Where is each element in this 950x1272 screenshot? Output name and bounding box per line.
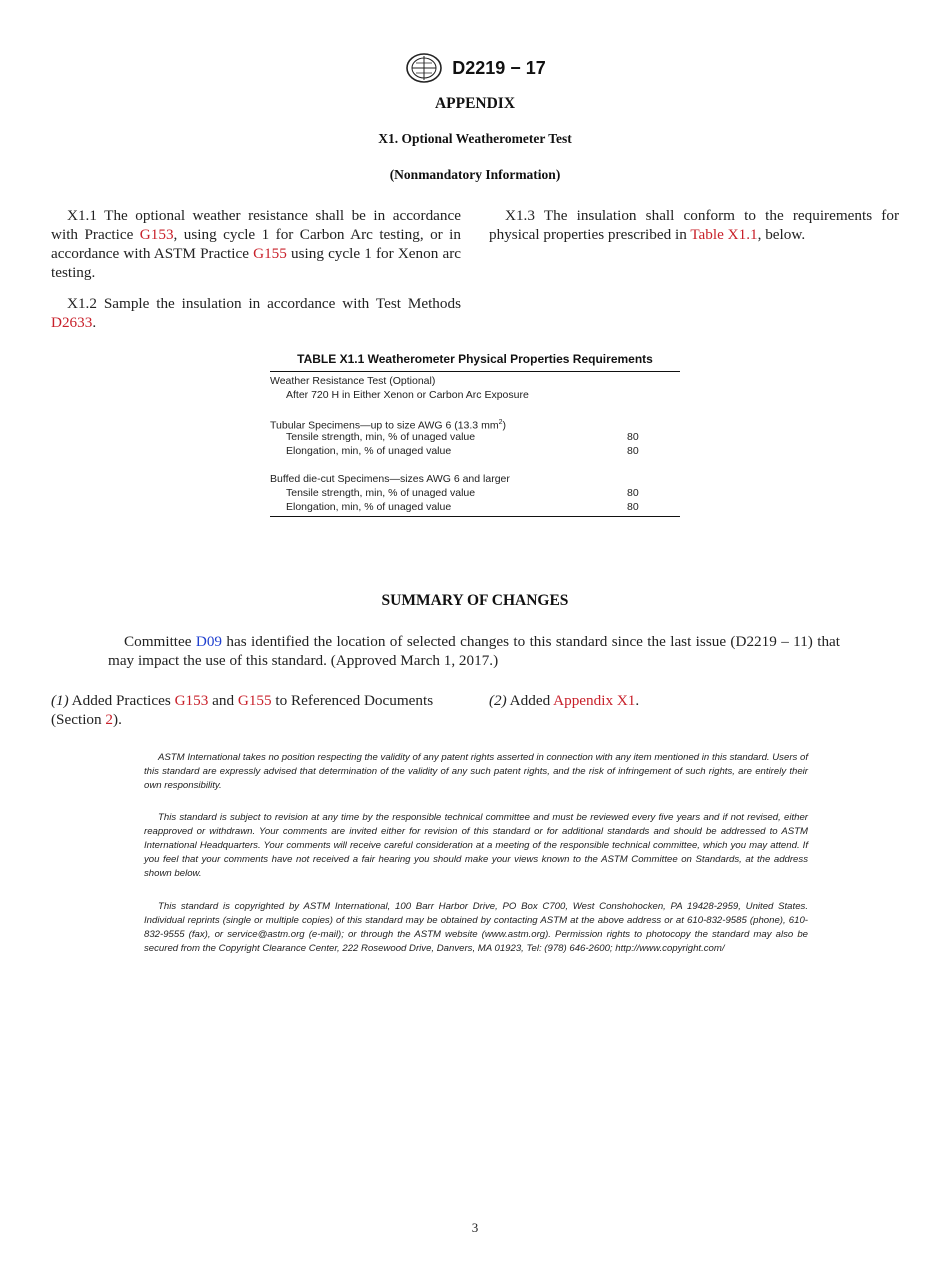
copyright-notice: This standard is copyrighted by ASTM International, 100 Barr Harbor Drive, PO Box C700, West Conshohocken, PA 19428-2959, United States. Individual reprints (single or multiple copies) of this standard may be obtained by contacting ASTM at the above address or at 610-832-9585 (phone), 610-832-9555 (fax), or service@astm.org (e-mail); or through the ASTM website (www.astm.org). Permission rights to photocopy the standard may also be secured from the Copyright Clearance Center, 222 Rosewood Drive, Danvers, MA 01923, Tel: (978) 646-2600; http://www.copyright.com/ <box>144 901 808 954</box>
table-cell-value: 80 <box>627 431 639 443</box>
revision-notice: This standard is subject to revision at any time by the responsible technical committee and must be reviewed every five years and if not revised, either reapproved or withdrawn. Your comments are invited either for revision of this standard or for additional standards and should be addressed to ASTM International Headquarters. Your comments will receive careful consideration at a meeting of the responsible technical committee, which you may attend. If you feel that your comments have not received a fair hearing you should make your views known to the ASTM Committee on Standards, at the address shown below. <box>144 812 808 879</box>
left-column <box>51 206 461 344</box>
table-group-label: Tubular Specimens—up to size AWG 6 (13.3 $mm^2$) <box>270 419 506 432</box>
table-cell-value: 80 <box>627 501 639 513</box>
table-cell-label: Elongation, min, % of unaged value <box>286 445 452 457</box>
paragraph-x1-2: X1.2 Sample the insulation in accordance with Test Methods D2633. <box>51 295 461 331</box>
summary-title: SUMMARY OF CHANGES <box>381 592 569 609</box>
table-title: TABLE X1.1 Weatherometer Physical Properties Requirements <box>270 352 680 372</box>
table-row <box>270 430 680 444</box>
table-cell-label: Tensile strength, min, % of unaged value <box>286 431 476 443</box>
appendix-section-title: X1. Optional Weatherometer Test <box>378 131 572 146</box>
link-g155[interactable]: G155 <box>237 692 272 709</box>
table-row <box>270 500 680 514</box>
table-cell-label: Elongation, min, % of unaged value <box>286 501 452 513</box>
table-group-label: Buffed die-cut Specimens—sizes AWG 6 and larger <box>270 473 510 485</box>
link-g153[interactable]: G153 <box>139 226 174 243</box>
patent-notice: ASTM International takes no position respecting the validity of any patent rights asserted in connection with any item mentioned in this standard. Users of this standard are expressly advised that determination of the validity of any such patent rights, and the risk of infringement of such rights, are entirely their own responsibility. <box>144 752 808 791</box>
paragraph-x1-3: X1.3 The insulation shall conform to the requirements for physical properties prescribed in Table X1.1, below. <box>489 207 899 243</box>
table-group-sublabel: After 720 H in Either Xenon or Carbon Arc Exposure <box>286 389 529 401</box>
link-section-2[interactable]: 2 <box>105 711 114 728</box>
table-row <box>270 444 680 458</box>
table-cell-label: Tensile strength, min, % of unaged value <box>286 487 476 499</box>
change-item-1: (1) Added Practices G153 and G155 to Referenced Documents (Section 2). <box>51 692 434 728</box>
appendix-subtitle: (Nonmandatory Information) <box>389 167 561 182</box>
link-d2633[interactable]: D2633 <box>51 314 93 331</box>
change-item-2: (2) Added Appendix X1. <box>489 692 640 709</box>
table-group-label: Weather Resistance Test (Optional) <box>270 375 436 387</box>
link-table-x1-1[interactable]: Table X1.1 <box>690 226 758 243</box>
link-appendix-x1[interactable]: Appendix X1 <box>553 692 636 709</box>
paragraph-x1-1: X1.1 The optional weather resistance shall be in accordance with Practice G153, using cycle 1 for Carbon Arc testing, or in accordance with ASTM Practice G155 using cycle 1 for Xenon arc testing. <box>51 207 461 281</box>
table-bottom-rule <box>270 514 680 517</box>
table-cell-value: 80 <box>627 445 639 457</box>
link-g155[interactable]: G155 <box>253 245 287 262</box>
page-number: 3 <box>471 1220 479 1235</box>
summary-paragraph: Committee D09 has identified the location of selected changes to this standard since the last issue (D2219 – 11) that may impact the use of this standard. (Approved March 1, 2017.) <box>108 633 840 669</box>
right-column <box>489 206 899 256</box>
document-header <box>0 52 950 84</box>
link-g153[interactable]: G153 <box>174 692 209 709</box>
properties-table <box>270 352 680 517</box>
link-d09[interactable]: D09 <box>195 633 223 650</box>
document-id: D2219 − 17 <box>452 57 546 78</box>
astm-logo-icon <box>404 52 444 84</box>
table-row <box>270 486 680 500</box>
appendix-title: APPENDIX <box>434 95 516 112</box>
table-cell-value: 80 <box>627 487 639 499</box>
